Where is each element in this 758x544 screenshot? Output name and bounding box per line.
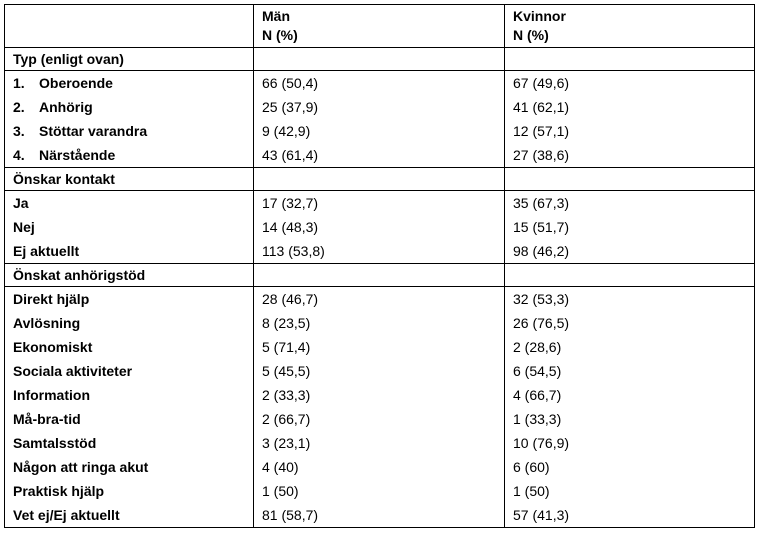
table-row (5, 119, 755, 143)
row-label: Ej aktuellt (13, 243, 80, 259)
section-header-row (5, 48, 755, 71)
row-label: Må-bra-tid (13, 411, 81, 427)
men-value-cell: 5 (45,5) (254, 359, 505, 383)
table-row (5, 287, 755, 312)
row-number: 3. (13, 123, 25, 139)
header-men-label: Män (262, 8, 290, 24)
women-value-cell: 15 (51,7) (505, 215, 755, 239)
women-value-cell: 2 (28,6) (505, 335, 755, 359)
row-label-cell (5, 383, 254, 407)
men-value-cell: 25 (37,9) (254, 95, 505, 119)
table-row (5, 479, 755, 503)
women-value-cell: 98 (46,2) (505, 239, 755, 264)
row-label-cell (5, 431, 254, 455)
women-value-cell: 6 (60) (505, 455, 755, 479)
men-value-cell: 66 (50,4) (254, 71, 505, 96)
header-women (505, 5, 755, 48)
men-value-cell: 9 (42,9) (254, 119, 505, 143)
section-empty-cell (254, 168, 505, 191)
row-label-cell (5, 215, 254, 239)
men-value-cell: 81 (58,7) (254, 503, 505, 528)
men-value-cell: 28 (46,7) (254, 287, 505, 312)
table-row (5, 431, 755, 455)
men-value-cell: 3 (23,1) (254, 431, 505, 455)
table-row (5, 239, 755, 264)
section-title: Typ (enligt ovan) (5, 48, 254, 71)
table-row (5, 71, 755, 96)
section-empty-cell (254, 48, 505, 71)
row-label: Oberoende (39, 75, 113, 91)
row-label-cell (5, 479, 254, 503)
women-value-cell: 12 (57,1) (505, 119, 755, 143)
men-value-cell: 14 (48,3) (254, 215, 505, 239)
row-label: Nej (13, 219, 35, 235)
men-value-cell: 5 (71,4) (254, 335, 505, 359)
row-label: Stöttar varandra (39, 123, 148, 139)
row-label-cell (5, 239, 254, 264)
section-title: Önskat anhörigstöd (5, 264, 254, 287)
table-row (5, 143, 755, 168)
header-men (254, 5, 505, 48)
row-number: 1. (13, 75, 25, 91)
women-value-cell: 1 (33,3) (505, 407, 755, 431)
women-value-cell: 35 (67,3) (505, 191, 755, 216)
men-value-cell: 17 (32,7) (254, 191, 505, 216)
row-label: Någon att ringa akut (13, 459, 149, 475)
table-row (5, 359, 755, 383)
section-empty-cell (505, 168, 755, 191)
table-body (5, 48, 755, 528)
table-row (5, 311, 755, 335)
row-label: Närstående (39, 147, 116, 163)
table-row (5, 95, 755, 119)
women-value-cell: 10 (76,9) (505, 431, 755, 455)
row-label-cell (5, 503, 254, 528)
table-row (5, 455, 755, 479)
section-empty-cell (505, 48, 755, 71)
section-title: Önskar kontakt (5, 168, 254, 191)
row-label: Samtalsstöd (13, 435, 97, 451)
section-empty-cell (254, 264, 505, 287)
row-label: Avlösning (13, 315, 81, 331)
men-value-cell: 2 (66,7) (254, 407, 505, 431)
row-number: 4. (13, 147, 25, 163)
women-value-cell: 1 (50) (505, 479, 755, 503)
women-value-cell: 6 (54,5) (505, 359, 755, 383)
table-row (5, 191, 755, 216)
men-value-cell: 8 (23,5) (254, 311, 505, 335)
header-women-unit: N (%) (513, 27, 549, 43)
women-value-cell: 32 (53,3) (505, 287, 755, 312)
section-header-row (5, 264, 755, 287)
table-row (5, 215, 755, 239)
row-label-cell (5, 95, 254, 119)
row-label: Vet ej/Ej aktuellt (13, 507, 120, 523)
men-value-cell: 43 (61,4) (254, 143, 505, 168)
women-value-cell: 57 (41,3) (505, 503, 755, 528)
men-value-cell: 4 (40) (254, 455, 505, 479)
statistics-table (4, 4, 755, 528)
section-header-row (5, 168, 755, 191)
women-value-cell: 4 (66,7) (505, 383, 755, 407)
row-label-cell (5, 191, 254, 216)
table-row (5, 407, 755, 431)
row-label-cell (5, 335, 254, 359)
women-value-cell: 26 (76,5) (505, 311, 755, 335)
table-header-row (5, 5, 755, 48)
row-label-cell (5, 287, 254, 312)
row-label: Anhörig (39, 99, 93, 115)
women-value-cell: 41 (62,1) (505, 95, 755, 119)
row-label-cell (5, 359, 254, 383)
row-label-cell (5, 71, 254, 96)
men-value-cell: 2 (33,3) (254, 383, 505, 407)
men-value-cell: 1 (50) (254, 479, 505, 503)
row-label: Information (13, 387, 90, 403)
row-label-cell (5, 455, 254, 479)
row-label-cell (5, 143, 254, 168)
row-label-cell (5, 311, 254, 335)
row-label: Praktisk hjälp (13, 483, 105, 499)
row-label: Sociala aktiviteter (13, 363, 133, 379)
row-label: Ja (13, 195, 29, 211)
header-women-label: Kvinnor (513, 8, 566, 24)
header-men-unit: N (%) (262, 27, 298, 43)
row-label-cell (5, 119, 254, 143)
women-value-cell: 27 (38,6) (505, 143, 755, 168)
table-row (5, 335, 755, 359)
table-row (5, 503, 755, 528)
row-label-cell (5, 407, 254, 431)
row-label: Ekonomiskt (13, 339, 93, 355)
section-empty-cell (505, 264, 755, 287)
row-number: 2. (13, 99, 25, 115)
men-value-cell: 113 (53,8) (254, 239, 505, 264)
table-row (5, 383, 755, 407)
women-value-cell: 67 (49,6) (505, 71, 755, 96)
row-label: Direkt hjälp (13, 291, 90, 307)
header-empty-cell (5, 5, 254, 48)
